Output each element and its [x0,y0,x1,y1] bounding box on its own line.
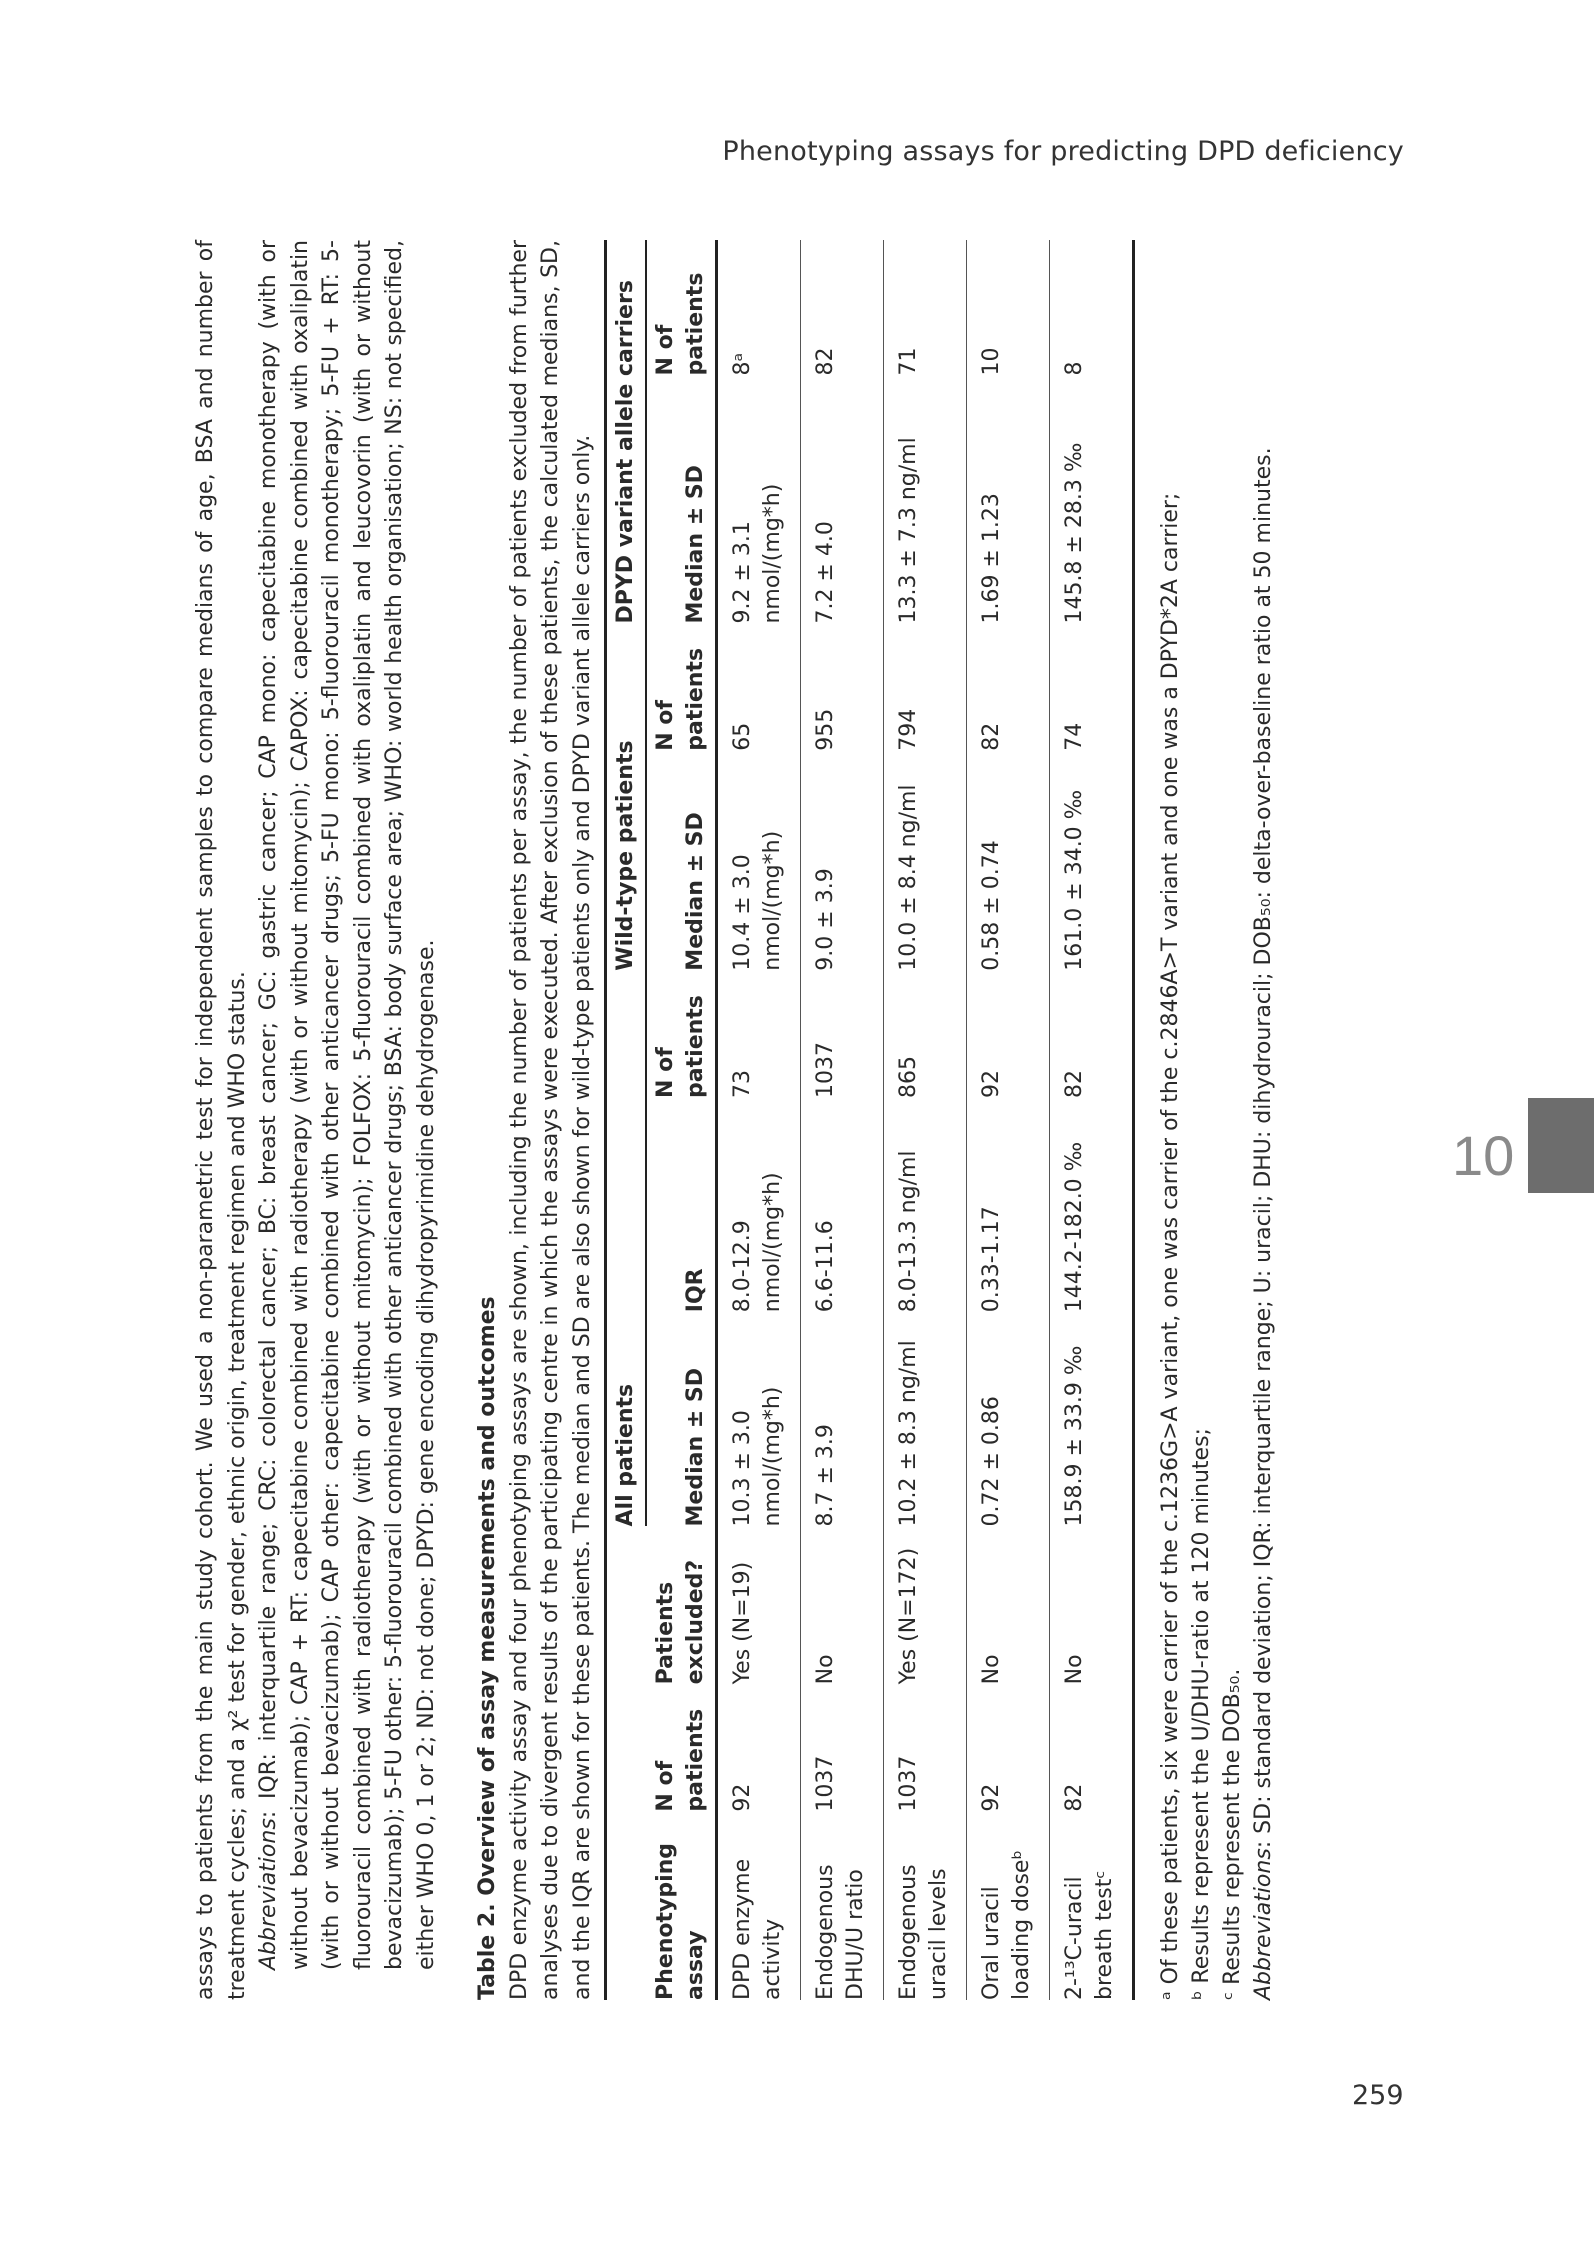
table-caption: DPD enzyme activity assay and four phenotyping assays are shown, including the number of patients per assay, the number of patients excluded from further analyses due to divergent results of the participating centre in which the assays were executed. After exclusion of these patients, the calculated medians, SD, and the IQR are shown for these patients. The median and SD are also shown for wild-type patients only and DPYD variant allele carriers only. [506,240,595,2000]
footnote-b: ᵇ Results represent the U/DHU-ratio at 120 minutes; [1189,1428,1214,2000]
header-var-n: N of patients [646,240,717,375]
table-cell: 10.4 ± 3.0 nmol/(mg*h) [730,830,785,971]
table-cell: 8.7 ± 3.9 [813,1424,838,1527]
table-cell: No [1062,1654,1087,1685]
table-cell: 2-¹³C-uracil breath testᶜ [1062,1870,1117,2000]
table-cell: DPD enzyme activity [730,1858,785,2000]
table-cell: 13.3 ± 7.3 ng/ml [896,437,921,624]
footnote-abbreviations-label: Abbreviations [1251,1848,1276,2000]
table-cell: 0.72 ± 0.86 [979,1396,1004,1527]
footnotes [1155,240,1279,2000]
group-wild-type: Wild-type patients [606,624,647,971]
table-cell: 1.69 ± 1.23 [979,493,1004,624]
table-row [1050,240,1134,2000]
table-row [884,240,967,2000]
abbreviations-text: : IQR: interquartile range; CRC: colorectal cancer; BC: breast cancer; GC: gastric cancer; CAP mono: capecitabine monotherapy (with or without bevacizumab); CAP + RT: capecitabine combined with radiotherapy (with or without mitomycin); CAPOX: capecitabine combined with oxaliplatin (with or without bevacizumab); CAP other: capecitabine combined with other anticancer drugs; 5-FU mono: 5-fluorouracil monotherapy; 5-FU + RT: 5-fluorouracil combined with radiotherapy (with or without mitomycin); FOLFOX: 5-fluorouracil combined with oxaliplatin and leucovorin (with or without bevacizumab); 5-FU other: 5-fluorouracil combined with other anticancer drugs; BSA: body surface area; WHO: world health organisation; NS: not specified, either WHO 0, 1 or 2; ND: not done; DPYD: gene encoding dihydropyrimidine dehydrogenase. [256,240,439,1970]
table-cell: No [979,1654,1004,1685]
table-cell: 8.0-12.9 nmol/(mg*h) [730,1172,785,1313]
table-cell: 145.8 ± 28.3 ‰ [1062,442,1087,624]
table-cell: 161.0 ± 34.0 ‰ [1062,789,1087,971]
table-cell: 8 [1062,361,1087,376]
table-row [967,240,1050,2000]
chapter-tab-marker [1528,1098,1594,1193]
table-cell: 82 [979,722,1004,751]
table-cell: 6.6-11.6 [813,1220,838,1313]
table-cell: 92 [979,1783,1004,1812]
table-cell: 82 [1062,1783,1087,1812]
footnote-c: ᶜ Results represent the DOB₅₀. [1220,1668,1245,2000]
table-cell: 0.33-1.17 [979,1206,1004,1313]
footnote-abbreviations-text: : SD: standard deviation; IQR: interquartile range; U: uracil; DHU: dihydrouracil; DOB₅₀: delta-over-baseline ratio at 50 minutes. [1251,447,1276,1849]
header-assay-top [606,1812,647,2000]
table-row [717,240,801,2000]
header-all-iqr: IQR [646,1098,717,1312]
table-cell: 82 [1062,1069,1087,1098]
footnote-a: ᵃ Of these patients, six were carrier of the c.1236G>A variant, one was carrier of the c.2846A>T variant and one was a DPYD*2A carrier; [1158,492,1183,2000]
table-cell: 865 [896,1055,921,1098]
header-wt-n: N of patients [646,624,717,751]
table-cell: 9.2 ± 3.1 nmol/(mg*h) [730,483,785,624]
table-cell: 8ᵃ [730,352,755,376]
table-cell: 74 [1062,722,1087,751]
chapter-number: 10 [1452,1124,1515,1187]
page-number: 259 [1352,2080,1404,2111]
table-cell: 1037 [813,1755,838,1812]
assay-table [604,240,1135,2000]
table-cell: Oral uracil loading doseᵇ [979,1850,1034,2000]
intro-paragraph: assays to patients from the main study cohort. We used a non-parametric test for independent samples to compare medians of age, BSA and number of treatment cycles; and a χ² test for gender, ethnic origin, treatment regimen and WHO status. [193,240,250,2000]
header-all-median: Median ± SD [646,1312,717,1526]
table-cell: 10.0 ± 8.4 ng/ml [896,784,921,971]
rotated-content [190,240,1350,2000]
abbreviations-label: Abbreviations [256,1818,281,1970]
table-row [801,240,884,2000]
table-cell: 1037 [896,1755,921,1812]
table-cell: No [813,1654,838,1685]
table-cell: 794 [896,708,921,751]
header-phenotyping-assay: Phenotyping assay [646,1812,717,2000]
header-n-patients: N of patients [646,1684,717,1811]
table-cell: 10.3 ± 3.0 nmol/(mg*h) [730,1386,785,1527]
group-all-patients: All patients [606,971,647,1527]
table-cell: 144.2-182.0 ‰ [1062,1141,1087,1313]
table-cell: 8.0-13.3 ng/ml [896,1150,921,1313]
table-cell: 7.2 ± 4.0 [813,521,838,624]
footnote-abbreviations [1248,240,1279,2000]
table-cell: 1037 [813,1041,838,1098]
table-cell: 73 [730,1069,755,1098]
table-cell: 82 [813,347,838,376]
table-cell: 92 [730,1783,755,1812]
table-cell: 65 [730,722,755,751]
header-var-median: Median ± SD [646,375,717,623]
header-wt-median: Median ± SD [646,751,717,971]
group-variant-carriers: DPYD variant allele carriers [606,240,647,624]
header-patients-excluded: Patients excluded? [646,1526,717,1684]
table-cell: 71 [896,347,921,376]
table-cell: 158.9 ± 33.9 ‰ [1062,1345,1087,1527]
table-cell: 10.2 ± 8.3 ng/ml [896,1340,921,1527]
table-cell: Yes (N=172) [896,1547,921,1685]
abbreviations-paragraph [253,240,442,2000]
table-cell: 0.58 ± 0.74 [979,840,1004,971]
table-cell: Endogenous uracil levels [896,1864,951,2000]
table-cell: Yes (N=19) [730,1561,755,1685]
table-cell: 92 [979,1069,1004,1098]
table-cell: Endogenous DHU/U ratio [813,1864,868,2000]
table-cell: 10 [979,347,1004,376]
table-cell: 9.0 ± 3.9 [813,868,838,971]
running-header: Phenotyping assays for predicting DPD deficiency [722,136,1404,167]
table-cell: 955 [813,708,838,751]
header-all-n: N of patients [646,971,717,1098]
table-title: Table 2. Overview of assay measurements and outcomes [475,1296,500,2000]
